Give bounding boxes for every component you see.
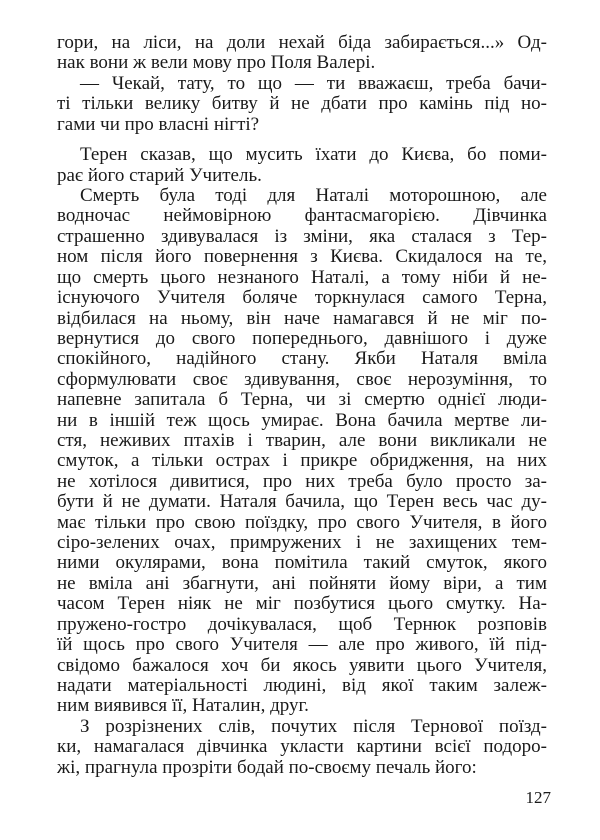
text-line: стя, неживих птахів і тварин, але вони викликали не [57,430,547,451]
text-line: ки, намагалася дівчинка укласти картини всієї подоро- [57,736,547,757]
text-line: свідомо бажалося хоч би якось уявити цього Учителя, [57,655,547,676]
text-line: Смерть була тоді для Наталі моторошною, але [80,185,547,206]
page-number: 127 [525,788,551,807]
text-line: гори, на ліси, на доли нехай біда забирається...» Од- [57,32,547,53]
text-line: їй щось про свого Учителя — але про живого, їй під- [57,634,547,655]
text-line: сформулювати своє здивування, своє нерозуміння, то [57,369,547,390]
text-line: водночас неймовірною фантасмагорією. Дівчинка [57,205,547,226]
text-line: що смерть цього незнаного Наталі, а тому ніби й не- [57,267,547,288]
text-line: З розрізнених слів, почутих після Тернової поїзд- [80,716,547,737]
text-line: пружено-гостро дочікувалася, щоб Тернюк розповів [57,614,547,635]
text-line: існуючого Учителя боляче торкнулася самого Терна, [57,287,547,308]
text-line: гами чи про власні нігті? [57,114,260,135]
text-line: страшенно здивувалася із зміни, яка сталася з Тер- [57,226,547,247]
text-line: надати матеріальності людині, від якої таким залеж- [57,675,547,696]
text-line: сіро-зелених очах, примружених і не захищених тем- [57,532,547,553]
text-line: жі, прагнула прозріти бодай по-своєму печаль його: [57,757,477,778]
text-line: ті тільки велику битву й не дбати про камінь під но- [57,93,547,114]
text-line: смуток, а тільки острах і прикре обридження, на них [57,450,547,471]
text-line: спокійного, надійного стану. Якби Наталя вміла [57,348,547,369]
text-line: ними окулярами, вона помітила такий смуток, якого [57,552,547,573]
text-line: рає його старий Учитель. [57,165,262,186]
text-line: вернутися до свого попереднього, давнішого і дуже [57,328,547,349]
text-line: напевне запитала б Терна, чи зі смертю однієї люди- [57,389,547,410]
text-line: відбилася на ньому, він наче намагався й не міг по- [57,308,547,329]
text-line: має тільки про свою поїздку, про свого Учителя, в його [57,512,547,533]
text-line: не хотілося дивитися, про них треба було просто за- [57,471,547,492]
text-line: — Чекай, тату, то що — ти вважаєш, треба бачи- [80,73,547,94]
text-line: нак вони ж вели мову про Поля Валері. [57,52,376,73]
text-line: бути й не думати. Наталя бачила, що Терен весь час ду- [57,491,547,512]
text-line: ном після його повернення з Києва. Скидалося на те, [57,246,547,267]
text-line: часом Терен ніяк не міг позбутися цього смутку. На- [57,593,547,614]
text-line: ним виявився її, Наталин, друг. [57,695,309,716]
text-line: Терен сказав, що мусить їхати до Києва, бо поми- [80,144,547,165]
text-line: не вміла ані збагнути, ані пойняти йому віри, а тим [57,573,547,594]
text-line: ни в іншій теж щось умирає. Вона бачила мертве ли- [57,410,547,431]
